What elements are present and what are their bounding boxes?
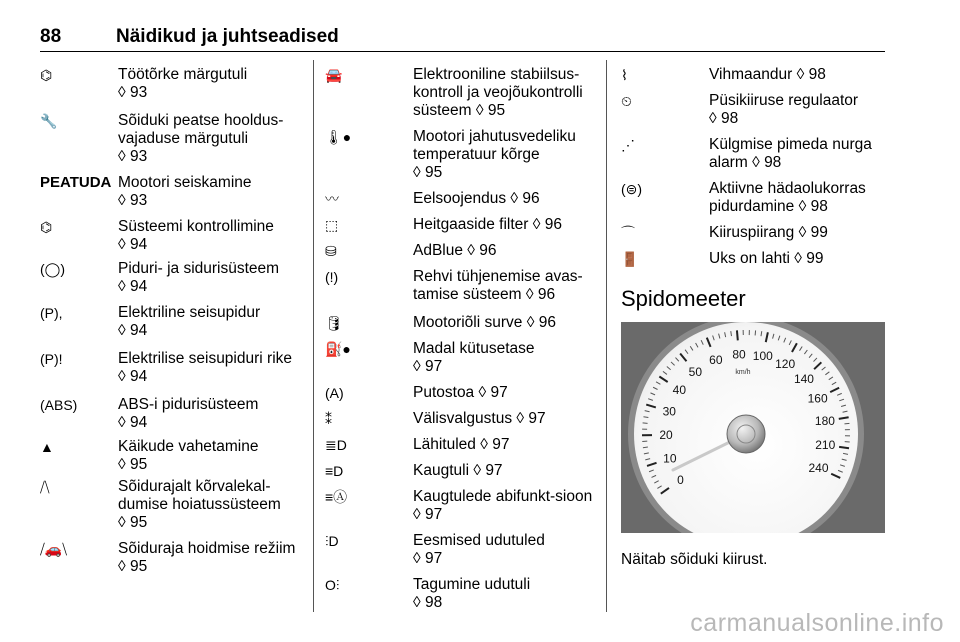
brake-icon: (◯) bbox=[40, 261, 65, 277]
abs-icon: (ABS) bbox=[40, 397, 78, 413]
entry-text: Sõidurajalt kõrvalekal-dumise hoiatussüsteem bbox=[118, 478, 281, 513]
tire-pressure-icon: (!) bbox=[325, 269, 339, 285]
rear-fog-icon: O⫶ bbox=[325, 577, 340, 593]
parking-brake-fault-icon: (P)! bbox=[40, 351, 63, 367]
entry-text: Kaugtuli bbox=[413, 462, 470, 479]
entry-exhaust-filter: ⬚ Heitgaaside filter ◊ 96 bbox=[325, 216, 562, 233]
entry-door-open: 🚪 Uks on lahti ◊ 99 bbox=[621, 250, 824, 267]
speed-label: 30 bbox=[662, 404, 676, 419]
entry-text: Elektrooniline stabiilsus-kontroll ja veojõukontrolli süsteem bbox=[413, 66, 583, 119]
page-ref: 95 bbox=[424, 164, 443, 181]
entry-text: Välisvalgustus bbox=[413, 410, 513, 427]
page-ref: 97 bbox=[424, 550, 443, 567]
entry-text: Aktiivne hädaolukorras pidurdamine bbox=[709, 180, 866, 215]
column-2 bbox=[325, 66, 595, 616]
entry-rear-fog: O⫶ Tagumine udutuli ◊ 98 bbox=[325, 576, 531, 611]
page-ref: 96 bbox=[537, 286, 556, 303]
entry-service: 🔧 Sõiduki peatse hooldus-vajaduse märgutuli ◊ 93 bbox=[40, 112, 284, 165]
low-beam-icon: ≣D bbox=[325, 437, 347, 453]
shift-up-icon: ▲ bbox=[40, 439, 54, 455]
page-ref: 96 bbox=[479, 242, 497, 259]
entry-exterior-light: ⁑ Välisvalgustus ◊ 97 bbox=[325, 410, 546, 427]
page-ref: 94 bbox=[129, 322, 148, 339]
entry-low-beam: ≣D Lähituled ◊ 97 bbox=[325, 436, 510, 453]
page-ref: 97 bbox=[424, 506, 443, 523]
entry-text: Piduri- ja sidurisüsteem bbox=[118, 260, 280, 277]
minor-tick bbox=[643, 423, 648, 424]
page-ref: 96 bbox=[538, 314, 556, 331]
entry-text: Heitgaaside filter bbox=[413, 216, 529, 233]
speed-unit: km/h bbox=[735, 369, 751, 376]
speed-label: 100 bbox=[752, 348, 773, 363]
exhaust-filter-icon: ⬚ bbox=[325, 217, 339, 233]
entry-text: Kiiruspiirang bbox=[709, 224, 795, 241]
page-ref: 99 bbox=[810, 224, 828, 241]
minor-tick bbox=[643, 447, 648, 448]
major-tick bbox=[737, 330, 738, 340]
cruise-control-icon: ⏲ bbox=[621, 93, 632, 109]
entry-front-fog: ⫶D Eesmised udutuled ◊ 97 bbox=[325, 532, 545, 567]
emergency-braking-icon: (⊜) bbox=[621, 181, 643, 197]
entry-system-check: ⌬ Süsteemi kontrollimine ◊ 94 bbox=[40, 218, 274, 253]
page-ref: 97 bbox=[424, 358, 443, 375]
parking-brake-icon: (P), bbox=[40, 305, 63, 321]
entry-adblue: ⛁ AdBlue ◊ 96 bbox=[325, 242, 497, 259]
entry-text: Lähituled bbox=[413, 436, 476, 453]
column-divider bbox=[606, 60, 607, 612]
minor-tick bbox=[844, 423, 849, 424]
entry-text: Tagumine udutuli bbox=[413, 576, 531, 593]
entry-parking-brake: (P), Elektriline seisupidur ◊ 94 bbox=[40, 304, 261, 339]
page-ref: 97 bbox=[492, 436, 510, 453]
page-ref: 94 bbox=[129, 414, 148, 431]
speed-label: 0 bbox=[677, 472, 684, 487]
page-ref: 97 bbox=[485, 462, 503, 479]
entry-text: Vihmaandur bbox=[709, 66, 793, 83]
wrench-icon: 🔧 bbox=[40, 113, 58, 129]
entry-speed-limiter: ⌒ Kiiruspiirang ◊ 99 bbox=[621, 224, 828, 241]
entry-cruise-control: ⏲ Püsikiiruse regulaator ◊ 98 bbox=[621, 92, 859, 127]
column-3 bbox=[621, 66, 885, 569]
entry-text: Mootoriõli surve bbox=[413, 314, 523, 331]
entry-stop-engine: PEATUDA Mootori seiskamine ◊ 93 bbox=[40, 174, 252, 209]
system-check-icon: ⌬ bbox=[40, 219, 53, 235]
entry-oil-pressure: 🛢 Mootoriõli surve ◊ 96 bbox=[325, 314, 556, 331]
entry-brake: (◯) Piduri- ja sidurisüsteem ◊ 94 bbox=[40, 260, 280, 295]
entry-text: Uks on lahti bbox=[709, 250, 790, 267]
lane-keep-icon: ⧸🚗⧹ bbox=[40, 541, 67, 557]
page-ref: 98 bbox=[764, 154, 782, 171]
entry-high-beam: ≡D Kaugtuli ◊ 97 bbox=[325, 462, 503, 479]
speed-label: 120 bbox=[775, 357, 796, 372]
entry-fuel-level: ⛽● Madal kütusetase ◊ 97 bbox=[325, 340, 535, 375]
page-ref: 95 bbox=[487, 102, 506, 119]
entry-text: AdBlue bbox=[413, 242, 463, 259]
speed-label: 160 bbox=[807, 391, 828, 406]
coolant-temp-icon: 🌡● bbox=[325, 129, 352, 145]
speed-label: 40 bbox=[672, 382, 687, 397]
entry-text: ABS-i pidurisüsteem bbox=[118, 396, 259, 413]
entry-text: Eelsoojendus bbox=[413, 190, 507, 207]
page-header bbox=[40, 26, 885, 52]
entry-text: Püsikiiruse regulaator bbox=[709, 92, 859, 109]
autostop-icon: (A) bbox=[325, 385, 344, 401]
entry-stability: 🚘 Elektrooniline stabiilsus-kontroll ja veojõukontrolli süsteem ◊ 95 bbox=[325, 66, 583, 119]
speed-limiter-icon: ⌒ bbox=[621, 225, 635, 241]
preheat-icon: 〰 bbox=[325, 191, 339, 207]
entry-text: Süsteemi kontrollimine bbox=[118, 218, 274, 235]
page-ref: 93 bbox=[129, 148, 148, 165]
entry-text: Eesmised udutuled bbox=[413, 532, 545, 549]
entry-lane-departure: ⧸⧹ Sõidurajalt kõrvalekal-dumise hoiatussüsteem ◊ 95 bbox=[40, 478, 281, 531]
high-beam-assist-icon: ≡Ⓐ bbox=[325, 489, 348, 505]
page-ref: 94 bbox=[129, 278, 148, 295]
entry-text: Mootori seiskamine bbox=[118, 174, 252, 191]
speed-label: 80 bbox=[732, 347, 746, 362]
entry-tire-pressure: (!) Rehvi tühjenemise avas-tamise süsteem ◊ 96 bbox=[325, 268, 583, 303]
entry-text: Sõiduki peatse hooldus-vajaduse märgutuli bbox=[118, 112, 284, 147]
entry-malfunction: ⌬ Töötõrke märgutuli ◊ 93 bbox=[40, 66, 248, 101]
speedometer-image bbox=[621, 322, 885, 533]
entry-text: Käikude vahetamine bbox=[118, 438, 259, 455]
page-ref: 93 bbox=[129, 192, 148, 209]
entry-autostop: (A) Putostoa ◊ 97 bbox=[325, 384, 508, 401]
stop-label: PEATUDA bbox=[40, 174, 112, 191]
entry-abs: (ABS) ABS-i pidurisüsteem ◊ 94 bbox=[40, 396, 259, 431]
entry-coolant: 🌡● Mootori jahutusvedeliku temperatuur kõrge ◊ 95 bbox=[325, 128, 576, 181]
entry-shift: ▲ Käikude vahetamine ◊ 95 bbox=[40, 438, 259, 473]
front-fog-icon: ⫶D bbox=[325, 533, 339, 549]
entry-text: Külgmise pimeda nurga alarm bbox=[709, 136, 872, 171]
speed-label: 240 bbox=[808, 460, 829, 475]
page-ref: 95 bbox=[129, 456, 148, 473]
page-ref: 98 bbox=[808, 66, 826, 83]
page-ref: 99 bbox=[806, 250, 824, 267]
entry-high-beam-assist: ≡Ⓐ Kaugtulede abifunkt-sioon ◊ 97 bbox=[325, 488, 593, 523]
entry-rain-sensor: ⌇ Vihmaandur ◊ 98 bbox=[621, 66, 826, 83]
door-open-icon: 🚪 bbox=[621, 251, 639, 267]
exterior-light-icon: ⁑ bbox=[325, 411, 332, 427]
page-ref: 98 bbox=[810, 198, 828, 215]
speedometer-caption: Näitab sõiduki kiirust. bbox=[621, 551, 768, 568]
entry-text: Elektriline seisupidur bbox=[118, 304, 261, 321]
oil-pressure-icon: 🛢 bbox=[325, 315, 343, 331]
speed-label: 180 bbox=[814, 414, 835, 429]
needle-hub bbox=[727, 415, 765, 453]
speed-label: 10 bbox=[663, 451, 677, 466]
page-ref: 95 bbox=[129, 514, 148, 531]
page-ref: 96 bbox=[544, 216, 562, 233]
page-ref: 96 bbox=[522, 190, 540, 207]
speed-label: 140 bbox=[793, 371, 814, 386]
page-ref: 98 bbox=[424, 594, 443, 611]
entry-text: Madal kütusetase bbox=[413, 340, 535, 357]
adblue-icon: ⛁ bbox=[325, 243, 337, 259]
entry-text: Sõiduraja hoidmise režiim bbox=[118, 540, 296, 557]
speed-label: 60 bbox=[709, 352, 723, 367]
high-beam-icon: ≡D bbox=[325, 463, 344, 479]
section-title: Spidomeeter bbox=[621, 286, 746, 311]
page-ref: 97 bbox=[528, 410, 546, 427]
entry-text: Töötõrke märgutuli bbox=[118, 66, 248, 83]
entry-text: Kaugtulede abifunkt-sioon bbox=[413, 488, 593, 505]
entry-preheat: 〰 Eelsoojendus ◊ 96 bbox=[325, 190, 540, 207]
watermark: carmanualsonline.info bbox=[690, 609, 944, 637]
lane-departure-icon: ⧸⧹ bbox=[40, 479, 50, 495]
rain-sensor-icon: ⌇ bbox=[621, 67, 628, 83]
speed-label: 210 bbox=[815, 437, 836, 452]
stability-control-icon: 🚘 bbox=[325, 67, 343, 83]
page-ref: 93 bbox=[129, 84, 148, 101]
entry-text: Rehvi tühjenemise avas-tamise süsteem bbox=[413, 268, 583, 303]
entry-lane-keep: ⧸🚗⧹ Sõiduraja hoidmise režiim ◊ 95 bbox=[40, 540, 296, 575]
speed-label: 20 bbox=[659, 427, 673, 442]
speed-label: 50 bbox=[688, 365, 703, 380]
entry-blind-spot: ⋰ Külgmise pimeda nurga alarm ◊ 98 bbox=[621, 136, 872, 171]
page-ref: 97 bbox=[490, 384, 508, 401]
fuel-level-icon: ⛽● bbox=[325, 341, 351, 357]
column-divider bbox=[313, 60, 314, 612]
entry-emergency-braking: (⊜) Aktiivne hädaolukorras pidurdamine ◊ 98 bbox=[621, 180, 866, 215]
page-number: 88 bbox=[40, 26, 62, 47]
engine-icon: ⌬ bbox=[40, 67, 53, 83]
page-ref: 94 bbox=[129, 368, 148, 385]
entry-text: Putostoa bbox=[413, 384, 475, 401]
blind-spot-icon: ⋰ bbox=[621, 137, 635, 153]
page-title: Näidikud ja juhtseadised bbox=[116, 26, 339, 47]
entry-text: Elektrilise seisupiduri rike bbox=[118, 350, 293, 367]
column-1 bbox=[40, 66, 302, 582]
major-tick bbox=[839, 447, 849, 448]
page-ref: 95 bbox=[129, 558, 148, 575]
page-ref: 98 bbox=[720, 110, 739, 127]
entry-parking-brake-fault: (P)! Elektrilise seisupiduri rike ◊ 94 bbox=[40, 350, 293, 385]
page-ref: 94 bbox=[129, 236, 148, 253]
entry-text: Mootori jahutusvedeliku temperatuur kõrge bbox=[413, 128, 576, 163]
